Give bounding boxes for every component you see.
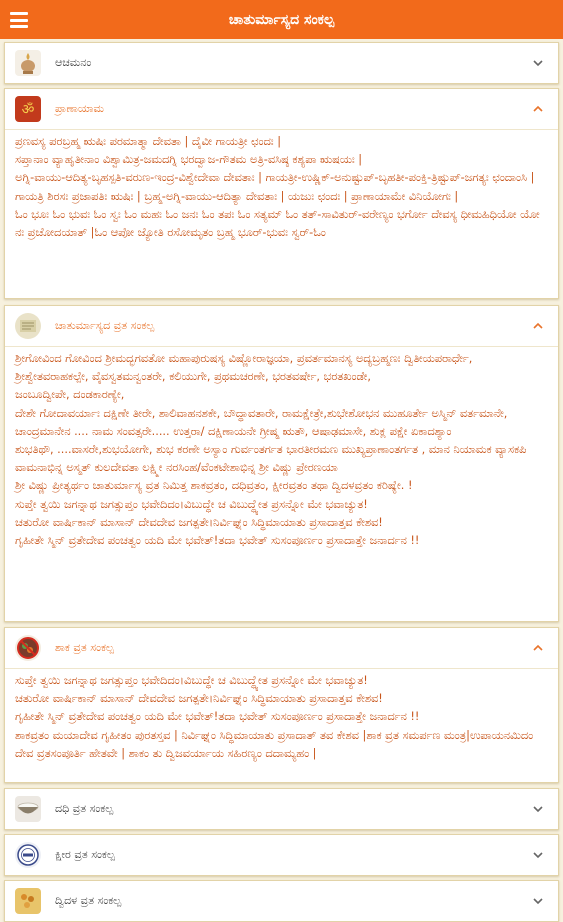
verse-line: ಗೃಹೀತೇ ಸ್ಮಿನ್ ವ್ರತೇದೇವ ಪಂಚತ್ವಂ ಯದಿ ಮೇ ಭವೇತ್!ತದಾ ಭವೇತ್ ಸುಸಂಪೂರ್ಣಂ ಪ್ರಸಾದಾತ್ತೇ ಜನಾರ್ದನ !! [15, 534, 420, 548]
verse-line: ಚತುರೋ ವಾರ್ಷಿಕಾನ್ ಮಾಸಾನ್ ದೇವದೇವ ಜಗತ್ಪತೇ।ನಿರ್ವಿಘ್ನಂ ಸಿದ್ಧಿಮಾಯಾತು ಪ್ರಸಾದಾತ್ತವ ಕೇಶವ! [15, 515, 383, 529]
curd-bowl-icon [15, 796, 41, 822]
section-header[interactable] [5, 89, 558, 130]
verse-line: ದೇಶೇ ಗೋದಾವರ್ಯಾಃ ದಕ್ಷಿಣೇ ತೀರೇ, ಶಾಲಿವಾಹನಶಕೇ, ಬೌದ್ಧಾವತಾರೇ, ರಾಮಕ್ಷೇತ್ರೇ,ಶುಭೇಶೋಭನ ಮುಹೂರ್ತೇ ಅಸ್ಮಿನ್ ವರ್ತಮಾನೇ, [15, 406, 508, 420]
section-label: ಆಚಮನಂ [55, 56, 92, 69]
chevron-down-icon[interactable] [532, 57, 544, 69]
verse-line: ಚತುರೋ ವಾರ್ಷಿಕಾನ್ ಮಾಸಾನ್ ದೇವದೇವ ಜಗತ್ಪತೇ।ನಿರ್ವಿಘ್ನಂ ಸಿದ್ಧಿಮಾಯಾತು ಪ್ರಸಾದಾತ್ತವ ಕೇಶವ! [15, 692, 383, 706]
section-pranayama [4, 88, 559, 299]
section-body [5, 347, 558, 554]
menu-icon[interactable] [10, 12, 28, 28]
verse-line: ಚಾಂದ್ರಮಾನೇನ .... ನಾಮ ಸಂವತ್ಸರೇ..... ಉತ್ತರಾ/ ದಕ್ಷಿಣಾಯನೇ ಗ್ರೀಷ್ಮ ಋತೌ, ಆಷಾಢಮಾಸೇ, ಶುಕ್ಲ ಪಕ್ಷೇ ಏಕಾದಶ್ಯಾಂ [15, 424, 452, 438]
verse-line: ಶಾಕವ್ರತಂ ಮಯಾದೇವ ಗೃಹೀತಂ ಪುರತಸ್ತವ | ನಿರ್ವಿಘ್ನಂ ಸಿದ್ಧಿಮಾಯಾತು ಪ್ರಸಾದಾತ್ ತವ ಕೇಶವ |ಶಾಕ ವ್ರತ ಸಮರ್ಪಣ ಮಂತ್ರ|ಉಪಾಯನಮಿದಂ ದೇವ ವ್ರತಸಂಪೂರ್ತಿ ಹೇತವೇ | ಶಾಕಂ ತು ದ್ವಿಜವರ್ಯಾಯ ಸಹಿರಣ್ಯಂ ದದಾಮ್ಯಹಂ | [15, 728, 534, 760]
section-chaturmasya-vrata [4, 305, 559, 622]
verse-line: ಸಪ್ತಾನಾಂ ವ್ಯಾಹೃತೀನಾಂ ವಿಶ್ವಾಮಿತ್ರ-ಜಮದಗ್ನಿ ಭರದ್ವಾಜ-ಗೌತಮ ಅತ್ರಿ-ವಸಿಷ್ಠ ಕಶ್ಯಪಾ ಋಷಯಃ | [15, 153, 363, 167]
verse-line: ಶುಭತಿಥೌ, ....ವಾಸರೇ,ಶುಭಯೋಗೇ, ಶುಭ ಕರಣೇ ಅಸ್ಯಾಂ ಗುರ್ವಂತರ್ಗತ ಭಾರತೀರಮಣ ಮುಖ್ಯಪ್ರಾಣಾಂತರ್ಗತ , ಮಾನ ನಿಯಾಮಕ ವ್ಯಾಸಕಪಿ ವಾಮನಾಭಿನ್ನ ಅಸ್ಮತ್ ಕುಲದೇವತಾ ಲಕ್ಷ್ಮೀ ನರಸಿಂಹ/ವೆಂಕಟೇಶಾಭಿನ್ನ ಶ್ರೀ ವಿಷ್ಣು ಪ್ರೇರಣಯಾ [15, 443, 527, 475]
section-body [5, 669, 558, 767]
verse-line: ಗಾಯತ್ರಿ ಶಿರಸಃ ಪ್ರಜಾಪತಿಃ ಋಷಿಃ | ಬ್ರಹ್ಮ-ಅಗ್ನಿ-ವಾಯು-ಆದಿತ್ಯಾ ದೇವತಾಃ | ಯಜುಃ ಛಂದಃ | ಪ್ರಾಣಾಯಾಮೇ ವಿನಿಯೋಗಃ | [15, 189, 459, 203]
chevron-up-icon[interactable] [532, 103, 544, 115]
lentils-icon [15, 888, 41, 914]
chevron-down-icon[interactable] [532, 803, 544, 815]
section-label: ಚಾತುರ್ಮಾಸ್ಯದ ವ್ರತ ಸಂಕಲ್ಪ [55, 319, 155, 332]
verse-line: ಓಂ ಭೂಃ ಓಂ ಭುವಃ ಓಂ ಸ್ವಃ ಓಂ ಮಹಃ ಓಂ ಜನಃ ಓಂ ತಪಃ ಓಂ ಸತ್ಯಮ್ ಓಂ ತತ್-ಸಾವಿತುರ್-ವರೇಣ್ಯಂ ಭರ್ಗೋ ದೇವಸ್ಯ ಧೀಮಹಿಧಿಯೋ ಯೋ ನಃ ಪ್ರಚೋದಯಾತ್ |ಓಂ ಆಪೋ ಜ್ಯೋತಿ ರಸೋಮೃತಂ ಬ್ರಹ್ಮ ಭೂರ್-ಭುವಃ ಸ್ವರ್-ಓಂ [15, 207, 540, 240]
verse-line: ಪ್ರಣವಸ್ಯ ಪರಬ್ರಹ್ಮ ಋಷಿಃ ಪರಮಾತ್ಮಾ ದೇವತಾ | ದೈವೀ ಗಾಯತ್ರೀ ಛಂದಃ | [15, 135, 282, 148]
section-body [5, 130, 558, 246]
section-achamana[interactable] [4, 42, 559, 84]
section-ksheera-vrata[interactable] [4, 834, 559, 876]
section-label: ದ್ವಿದಳ ವ್ರತ ಸಂಕಲ್ಪ [55, 894, 122, 907]
section-label: ಕ್ಷೀರ ವ್ರತ ಸಂಕಲ್ಪ [55, 848, 115, 861]
verse-line: ಶ್ರೀಶ್ವೇತವರಾಹಕಲ್ಪೇ, ವೈವಸ್ವತಮನ್ವಂತರೇ, ಕಲಿಯುಗೇ, ಪ್ರಥಮಚರಣೇ, ಭರತವರ್ಷೇ, ಭರತಖಂಡೇ, [15, 370, 371, 384]
verse-line: ಸುಪ್ತೇ ತ್ವಯಿ ಜಗನ್ನಾಥ ಜಗತ್ಸುಪ್ತಂ ಭವೇದಿದಂ।ವಿಬುದ್ಧೇ ಚ ವಿಬುದ್ಧ್ಯೇತ ಪ್ರಸನ್ನೋ ಮೇ ಭವಾಚ್ಯುತ! [15, 497, 368, 511]
verse-line: ಗೃಹೀತೇ ಸ್ಮಿನ್ ವ್ರತೇದೇವ ಪಂಚತ್ವಂ ಯದಿ ಮೇ ಭವೇತ್!ತದಾ ಭವೇತ್ ಸುಸಂಪೂರ್ಣಂ ಪ್ರಸಾದಾತ್ತೇ ಜನಾರ್ದನ !! [15, 710, 420, 724]
section-label: ಪ್ರಾಣಾಯಾಮ [55, 102, 104, 115]
chevron-up-icon[interactable] [532, 320, 544, 332]
svg-text:ॐ: ॐ [21, 102, 35, 118]
verse-line: ಸುಪ್ತೇ ತ್ವಯಿ ಜಗನ್ನಾಥ ಜಗತ್ಸುಪ್ತಂ ಭವೇದಿದಂ।ವಿಬುದ್ಧೇ ಚ ವಿಬುದ್ಧ್ಯೇತ ಪ್ರಸನ್ನೋ ಮೇ ಭವಾಚ್ಯುತ! [15, 674, 368, 687]
section-header[interactable] [5, 789, 558, 829]
section-shaka-vrata [4, 627, 559, 783]
section-dvidala-vrata[interactable] [4, 880, 559, 922]
verse-line: ಶ್ರೀ ವಿಷ್ಣು ಪ್ರೀತ್ಯರ್ಥಂ ಚಾತುರ್ಮಾಸ್ಯ ವ್ರತ ನಿಮಿತ್ತ ಶಾಕವ್ರತಂ, ದಧಿವ್ರತಂ, ಕ್ಷೀರವ್ರತಂ ತಥಾ ದ್ವಿದಳವ್ರತಂ ಕರಿಷ್ಯೇ. ! [15, 479, 413, 493]
parchment-icon [15, 313, 41, 339]
no-vegetables-icon [15, 635, 41, 661]
chevron-down-icon[interactable] [532, 895, 544, 907]
chevron-down-icon[interactable] [532, 849, 544, 861]
verse-line: ಅಗ್ನಿ-ವಾಯು-ಆದಿತ್ಯ-ಬೃಹಸ್ಪತಿ-ವರುಣ-ಇಂದ್ರ-ವಿಶ್ವೇದೇವಾ ದೇವತಾಃ | ಗಾಯತ್ರೀ-ಉಷ್ಣಿಕ್-ಅನುಷ್ಟುಪ್-ಬೃಹತೀ-ಪಂಕ್ತಿ-ತ್ರಿಷ್ಟುಪ್-ಜಗತ್ಯಃ ಛಂದಾಂಸಿ | [15, 171, 535, 185]
milk-badge-icon [15, 842, 41, 868]
kalash-icon [15, 50, 41, 76]
section-header[interactable] [5, 881, 558, 921]
app-bar [0, 0, 563, 39]
section-header[interactable] [5, 306, 558, 347]
section-header[interactable] [5, 628, 558, 669]
om-icon [15, 96, 41, 122]
verse-line: ಜಂಬೂದ್ವೀಪೇ, ದಂಡಕಾರಣ್ಯೇ, [15, 388, 125, 402]
chevron-up-icon[interactable] [532, 642, 544, 654]
section-label: ಶಾಕ ವ್ರತ ಸಂಕಲ್ಪ [55, 641, 114, 654]
section-header[interactable] [5, 835, 558, 875]
app-title: ಚಾತುರ್ಮಾಸ್ಯದ ಸಂಕಲ್ಪ [228, 11, 335, 28]
section-label: ದಧಿ ವ್ರತ ಸಂಕಲ್ಪ [55, 802, 114, 815]
verse-line: ಶ್ರೀಗೋವಿಂದ ಗೋವಿಂದ ಶ್ರೀಮದ್ಭಗವತೋ ಮಹಾಪುರುಷಸ್ಯ ವಿಷ್ಣೋರಾಜ್ಞಯಾ, ಪ್ರವರ್ತಮಾನಸ್ಯ ಅದ್ಯಬ್ರಹ್ಮಣಃ ದ್ವಿತೀಯಪರಾರ್ಧೇ, [15, 352, 473, 365]
section-dadhi-vrata[interactable] [4, 788, 559, 830]
section-header[interactable] [5, 43, 558, 83]
